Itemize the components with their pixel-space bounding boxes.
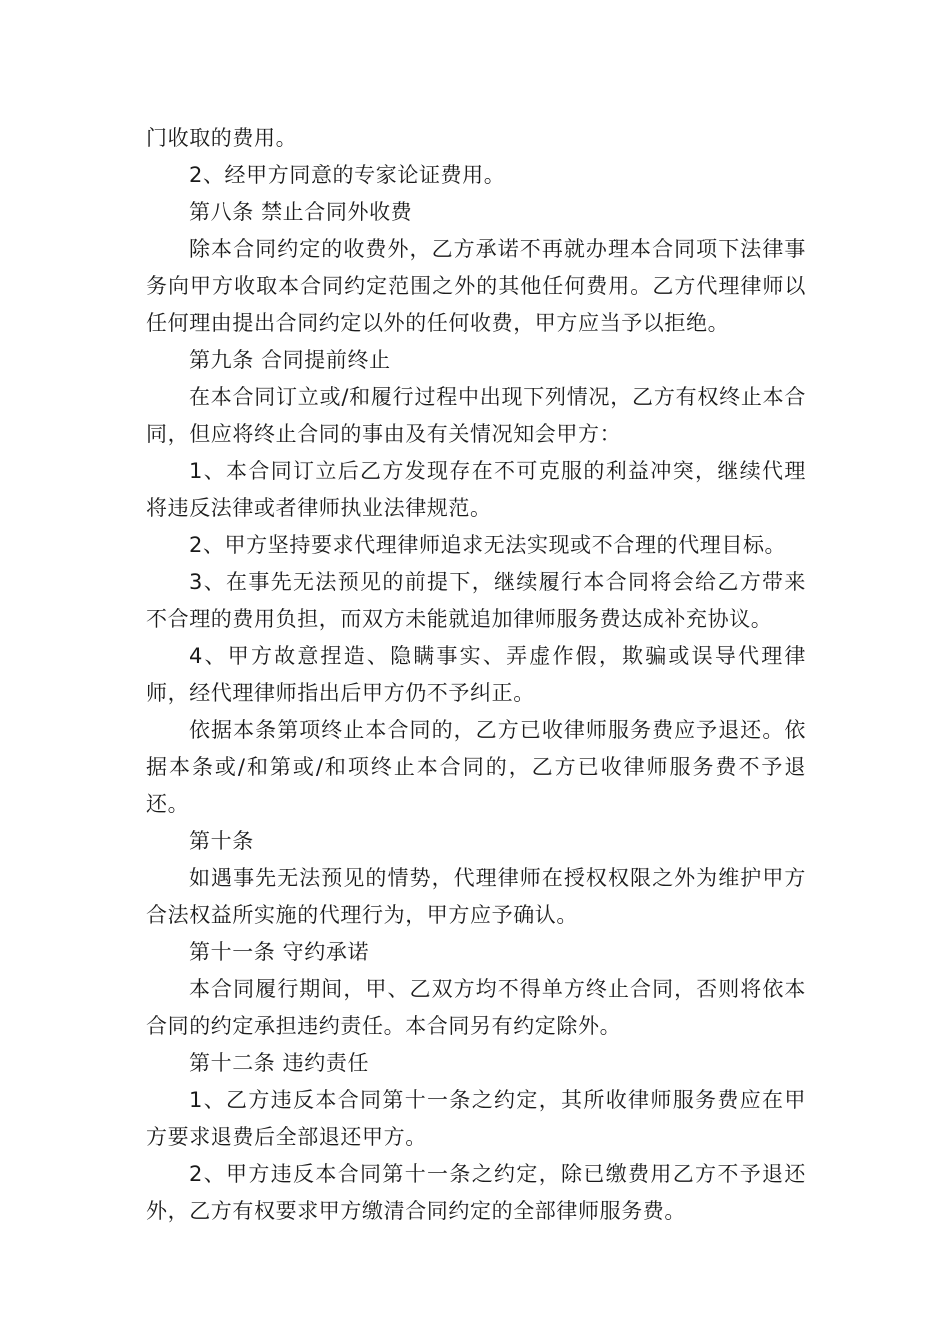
article-12-item-1: 1、乙方违反本合同第十一条之约定，其所收律师服务费应在甲方要求退费后全部退还甲方。 (146, 1088, 806, 1149)
article-10-heading: 第十条 (189, 829, 254, 853)
article-9-item-4: 4、甲方故意捏造、隐瞒事实、弄虚作假，欺骗或误导代理律师，经代理律师指出后甲方仍不予纠正。 (146, 644, 806, 705)
document-body (146, 120, 806, 1230)
list-item-expert-fee: 2、经甲方同意的专家论证费用。 (189, 163, 506, 187)
article-9-item-1: 1、本合同订立后乙方发现存在不可克服的利益冲突，继续代理将违反法律或者律师执业法律规范。 (146, 459, 806, 520)
article-9-refund-clause: 依据本条第项终止本合同的，乙方已收律师服务费应予退还。依据本条或/和第或/和项终止本合同的，乙方已收律师服务费不予退还。 (146, 718, 806, 816)
article-11-heading: 第十一条 守约承诺 (189, 940, 370, 964)
article-9-heading: 第九条 合同提前终止 (189, 348, 391, 372)
article-8-body: 除本合同约定的收费外，乙方承诺不再就办理本合同项下法律事务向甲方收取本合同约定范围之外的其他任何费用。乙方代理律师以任何理由提出合同约定以外的任何收费，甲方应当予以拒绝。 (146, 237, 806, 335)
article-11-body: 本合同履行期间，甲、乙双方均不得单方终止合同，否则将依本合同的约定承担违约责任。本合同另有约定除外。 (146, 977, 806, 1038)
article-10-body: 如遇事先无法预见的情势，代理律师在授权权限之外为维护甲方合法权益所实施的代理行为，甲方应予确认。 (146, 866, 806, 927)
article-9-body: 在本合同订立或/和履行过程中出现下列情况，乙方有权终止本合同，但应将终止合同的事由及有关情况知会甲方： (146, 385, 806, 446)
article-9-item-2: 2、甲方坚持要求代理律师追求无法实现或不合理的代理目标。 (189, 533, 787, 557)
paragraph-continuation: 门收取的费用。 (146, 126, 298, 150)
article-12-item-2: 2、甲方违反本合同第十一条之约定，除已缴费用乙方不予退还外，乙方有权要求甲方缴清合同约定的全部律师服务费。 (146, 1162, 806, 1223)
article-9-item-3: 3、在事先无法预见的前提下，继续履行本合同将会给乙方带来不合理的费用负担，而双方未能就追加律师服务费达成补充协议。 (146, 570, 806, 631)
article-8-heading: 第八条 禁止合同外收费 (189, 200, 413, 224)
article-12-heading: 第十二条 违约责任 (189, 1051, 370, 1075)
